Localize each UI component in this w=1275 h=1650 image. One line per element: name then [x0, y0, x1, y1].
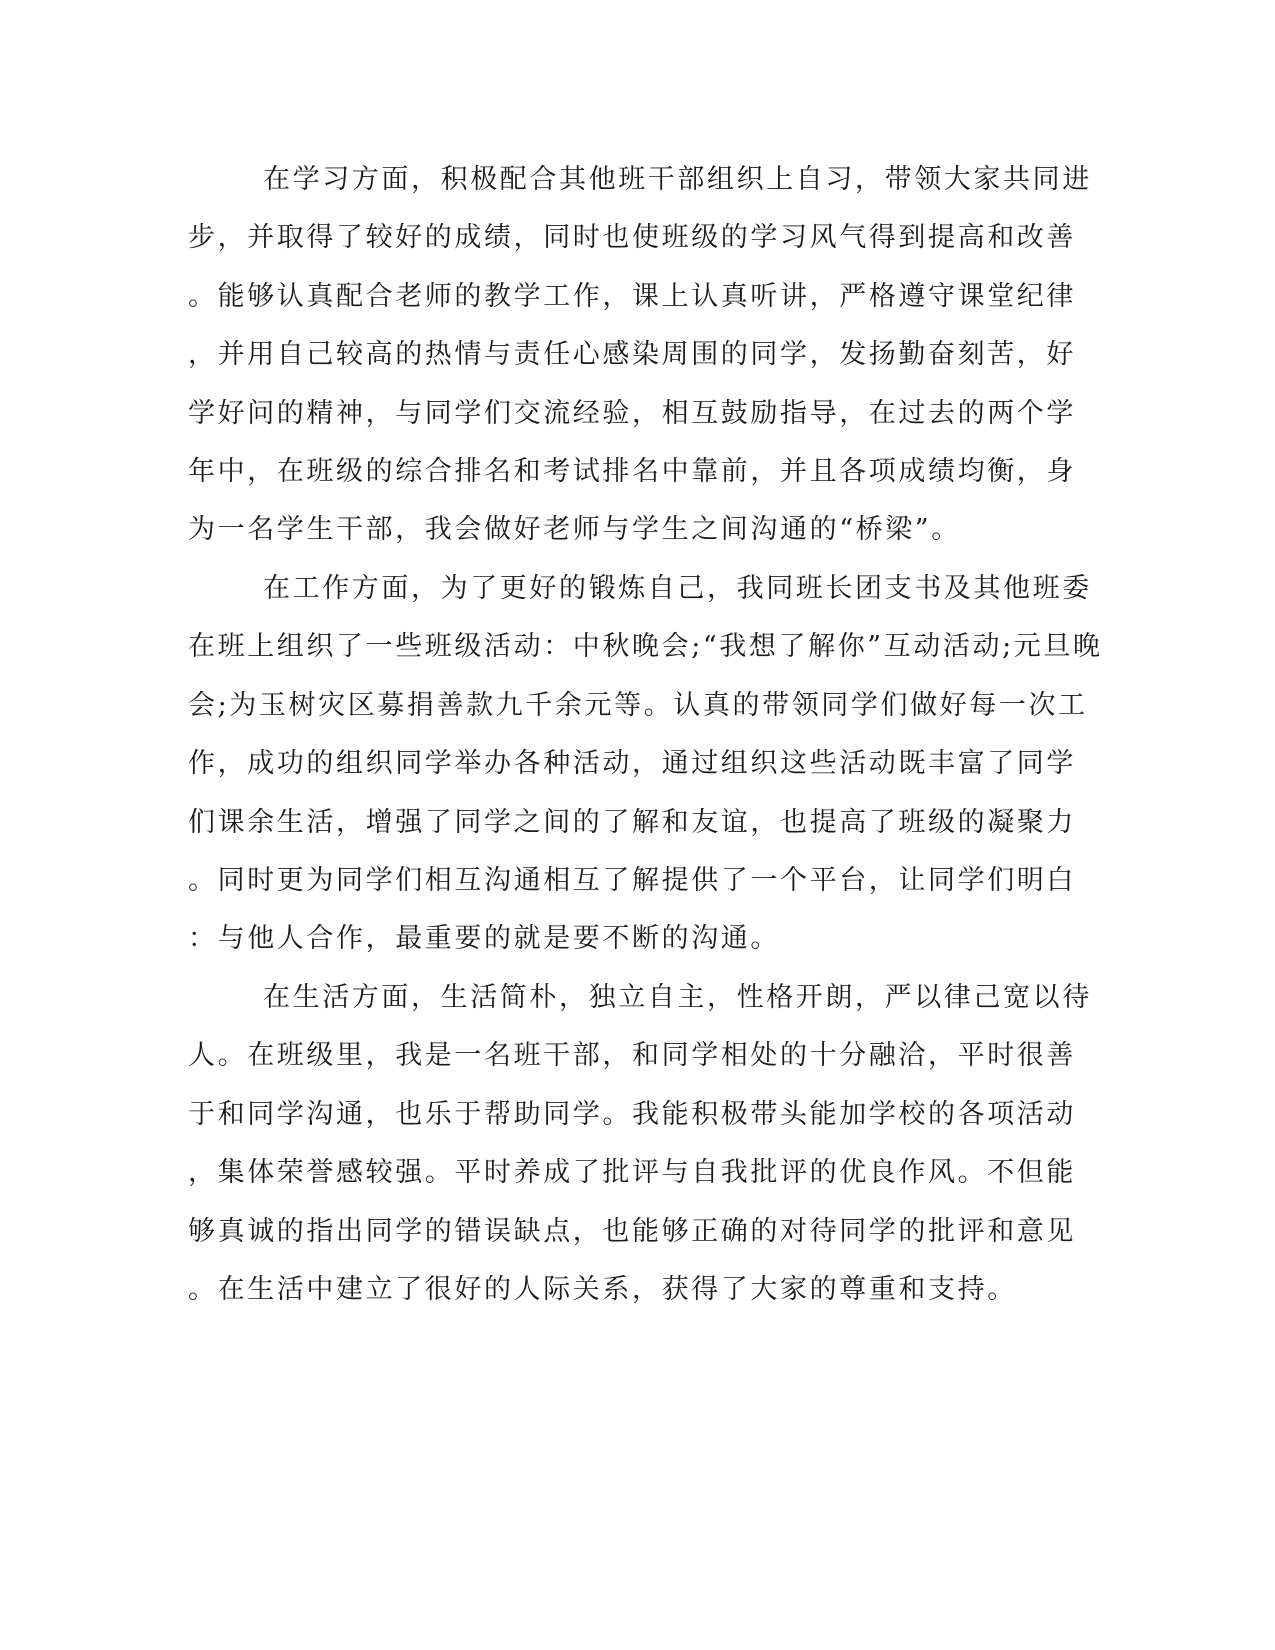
paragraph-2-line-2: 在班上组织了一些班级活动：中秋晚会;“我想了解你”互动活动;元旦晚 — [188, 631, 1103, 662]
paragraph-1-line-5: 学好问的精神，与同学们交流经验，相互鼓励指导，在过去的两个学 — [188, 398, 1076, 429]
paragraph-1-line-6: 年中，在班级的综合排名和考试排名中靠前，并且各项成绩均衡，身 — [188, 456, 1076, 487]
paragraph-1-line-2: 步，并取得了较好的成绩，同时也使班级的学习风气得到提高和改善 — [188, 222, 1076, 253]
paragraph-2-line-6: 。同时更为同学们相互沟通相互了解提供了一个平台，让同学们明白 — [188, 865, 1076, 896]
paragraph-2-line-1: 在工作方面，为了更好的锻炼自己，我同班长团支书及其他班委 — [263, 573, 1092, 604]
paragraph-2-line-4: 作，成功的组织同学举办各种活动，通过组织这些活动既丰富了同学 — [188, 748, 1076, 779]
paragraph-1-line-3: 。能够认真配合老师的教学工作，课上认真听讲，严格遵守课堂纪律 — [188, 281, 1076, 312]
paragraph-3-line-4: ，集体荣誉感较强。平时养成了批评与自我批评的优良作风。不但能 — [188, 1157, 1076, 1188]
paragraph-1-line-7: 为一名学生干部，我会做好老师与学生之间沟通的“桥梁”。 — [188, 514, 961, 545]
paragraph-2-line-3: 会;为玉树灾区募捐善款九千余元等。认真的带领同学们做好每一次工 — [188, 690, 1088, 721]
paragraph-3-line-2: 人。在班级里，我是一名班干部，和同学相处的十分融洽，平时很善 — [188, 1040, 1076, 1071]
paragraph-3-line-5: 够真诚的指出同学的错误缺点，也能够正确的对待同学的批评和意见 — [188, 1216, 1076, 1247]
paragraph-1-line-4: ，并用自己较高的热情与责任心感染周围的同学，发扬勤奋刻苦，好 — [188, 339, 1076, 370]
paragraph-1-line-1: 在学习方面，积极配合其他班干部组织上自习，带领大家共同进 — [263, 164, 1092, 195]
paragraph-3-line-3: 于和同学沟通，也乐于帮助同学。我能积极带头能加学校的各项活动 — [188, 1099, 1076, 1130]
paragraph-3-line-1: 在生活方面，生活简朴，独立自主，性格开朗，严以律己宽以待 — [263, 982, 1092, 1013]
paragraph-2-line-5: 们课余生活，增强了同学之间的了解和友谊，也提高了班级的凝聚力 — [188, 807, 1076, 838]
paragraph-2-line-7: ：与他人合作，最重要的就是要不断的沟通。 — [188, 923, 780, 954]
paragraph-3-line-6: 。在生活中建立了很好的人际关系，获得了大家的尊重和支持。 — [188, 1274, 1017, 1305]
